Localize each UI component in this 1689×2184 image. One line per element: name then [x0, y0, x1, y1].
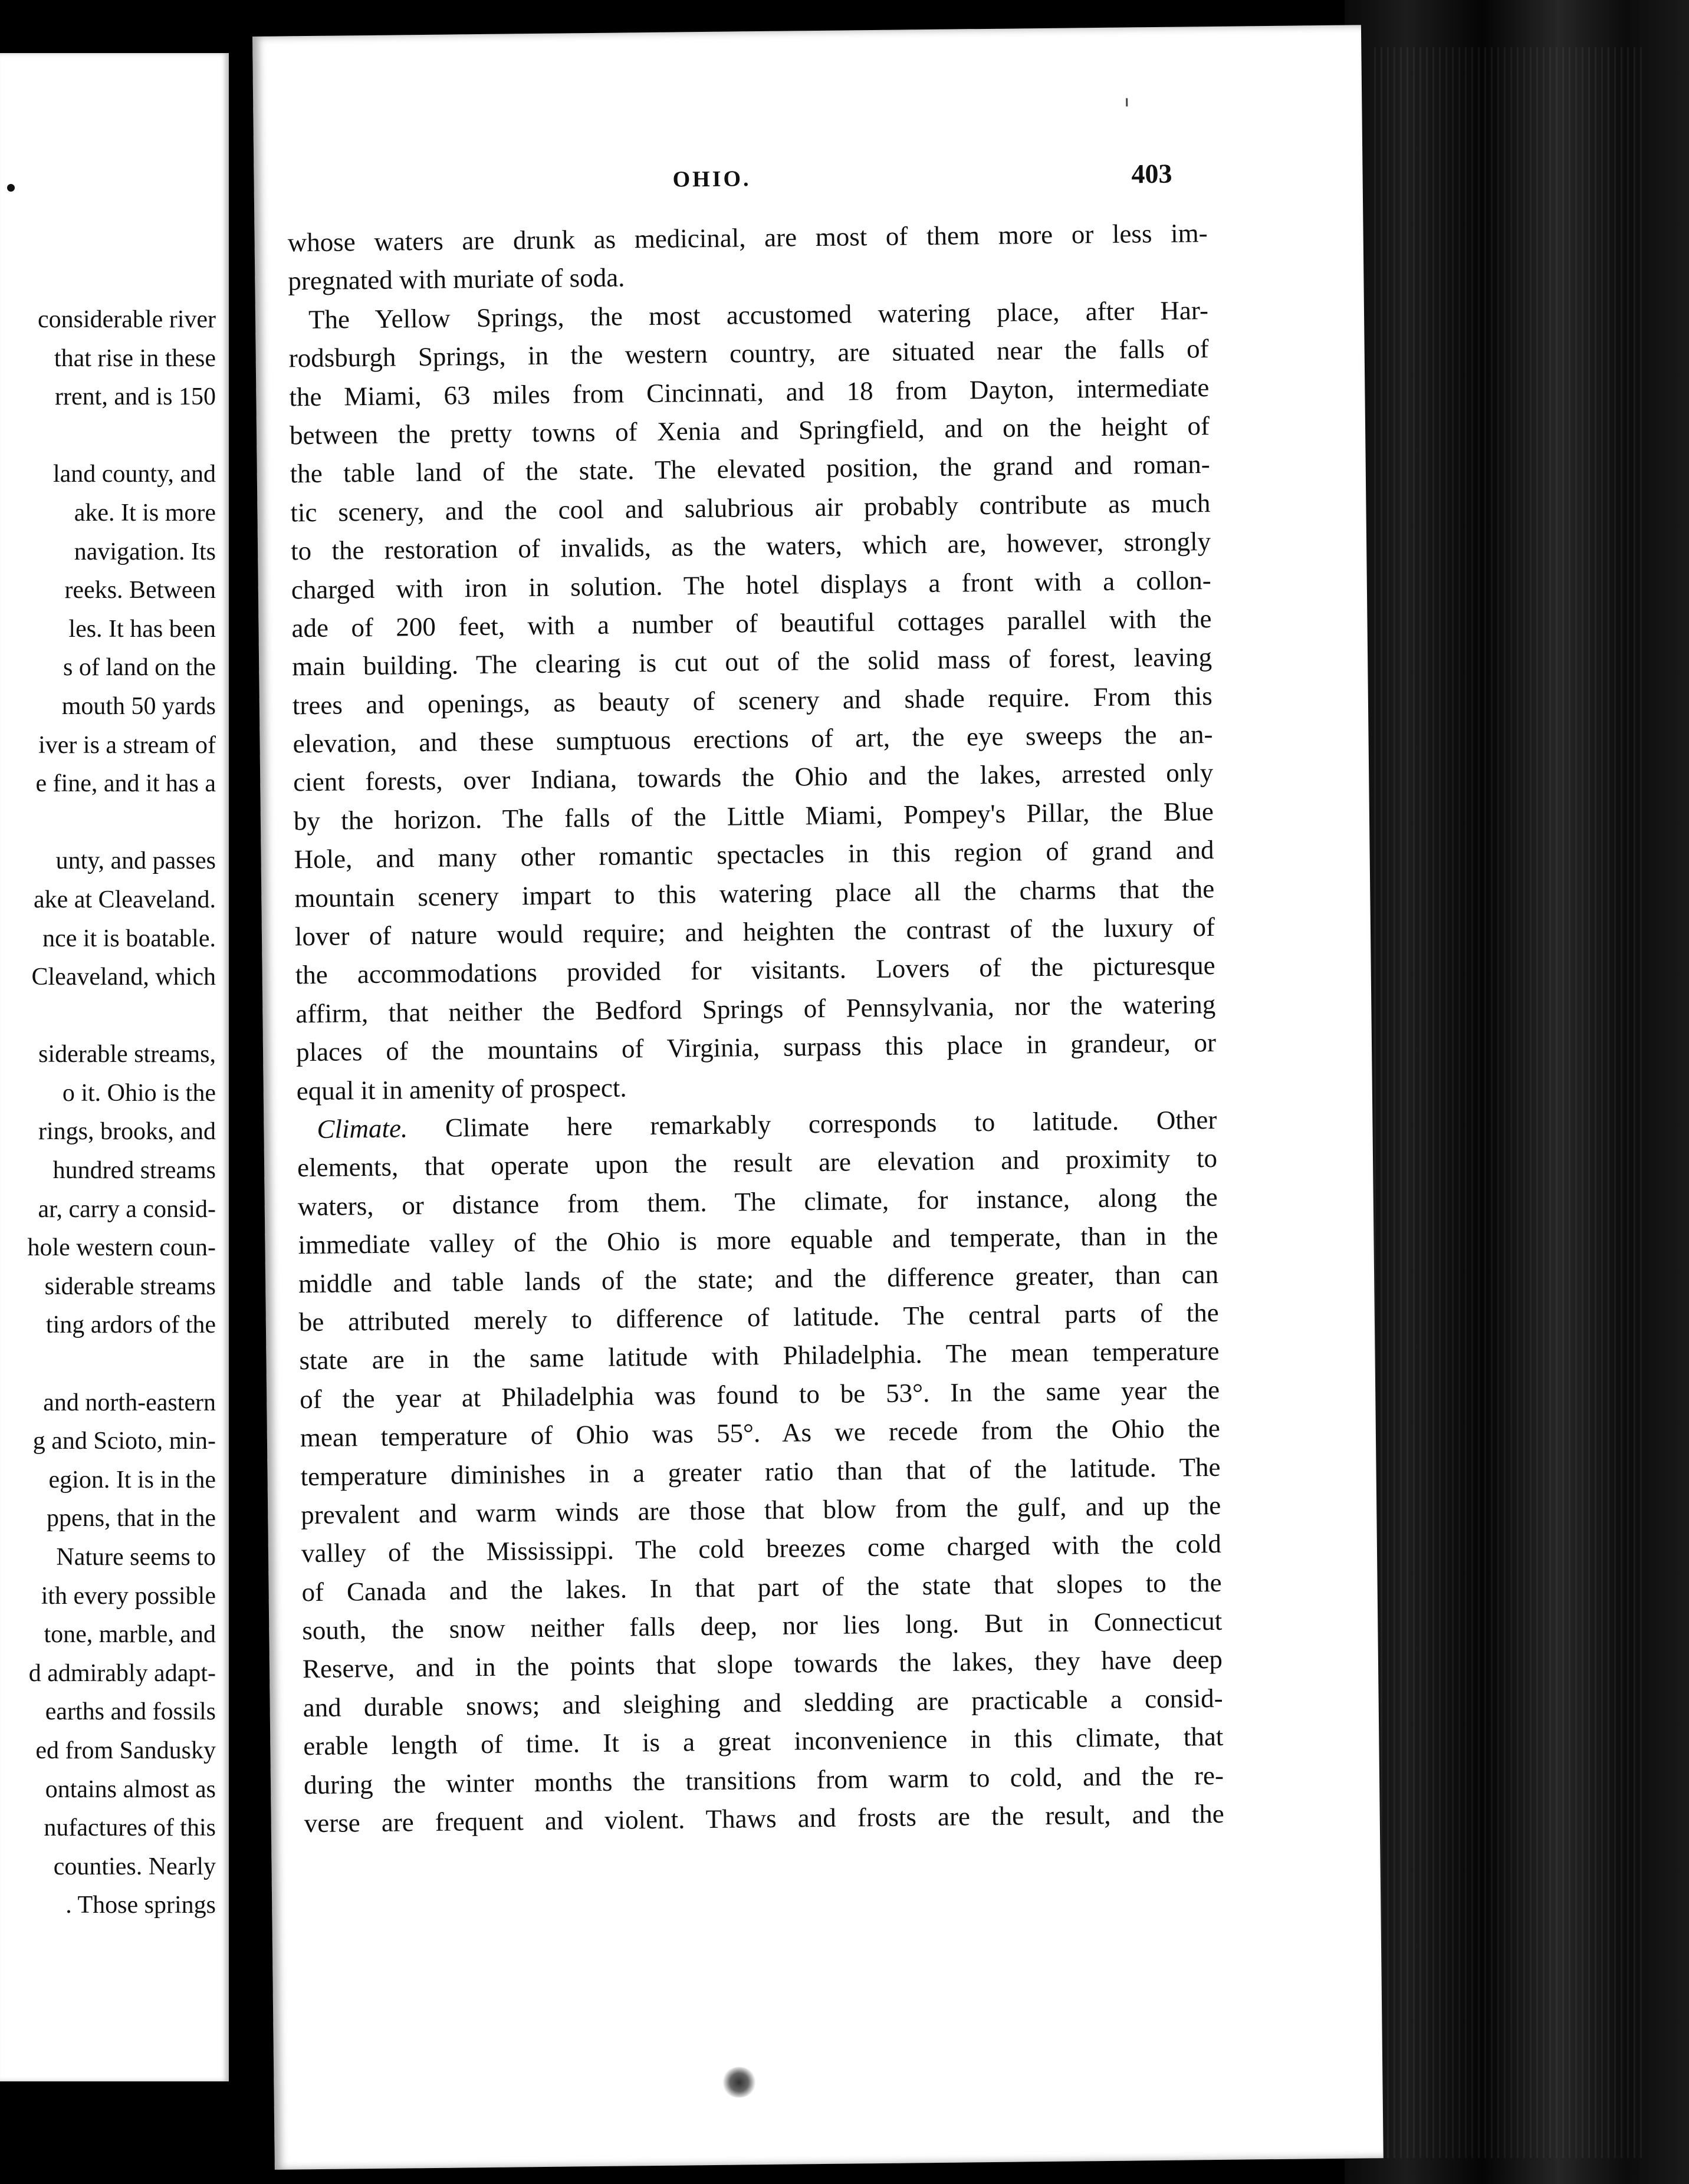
left-line: hundred streams: [52, 1157, 216, 1185]
text-line: verse are frequent and violent. Thaws and frosts are the result, and the: [304, 1798, 1224, 1838]
text-line: state are in the same latitude with Philadelphia. The mean temperature: [299, 1336, 1220, 1376]
text-line: places of the mountains of Virginia, surpass this place in grandeur, or: [295, 1028, 1217, 1067]
text-line: by the horizon. The falls of the Little Miami, Pompey's Pillar, the Blue: [293, 796, 1214, 836]
text-line: the Miami, 63 miles from Cincinnati, and 18 from Dayton, intermediate: [289, 372, 1210, 412]
text-line: to the restoration of invalids, as the waters, which are, however, strongly: [290, 527, 1211, 566]
text-line: affirm, that neither the Bedford Springs of Pennsylvania, nor the watering: [295, 989, 1216, 1029]
text-line: the table land of the state. The elevated position, the grand and roman-: [290, 449, 1210, 489]
left-line: tone, marble, and: [44, 1621, 216, 1649]
right-page: [252, 25, 1384, 2169]
page-edges: [1374, 47, 1645, 2158]
text-line: main building. The clearing is cut out of the solid mass of forest, leaving: [291, 642, 1212, 682]
text-line: lover of nature would require; and heighten the contrast of the luxury of: [294, 912, 1215, 952]
text-line: and durable snows; and sleighing and sledding are practicable a consid-: [303, 1683, 1223, 1723]
left-line: navigation. Its: [74, 538, 216, 565]
text-line: immediate valley of the Ohio is more equable and temperate, than in the: [298, 1221, 1218, 1260]
text-line: trees and openings, as beauty of scenery and shade require. From this: [292, 680, 1213, 721]
left-line: ontains almost as: [45, 1775, 216, 1803]
body-text: [287, 214, 1224, 1843]
left-line: rrent, and is 150: [55, 383, 216, 411]
left-line: reeks. Between: [64, 577, 216, 604]
left-line: nce it is boatable.: [42, 925, 216, 952]
left-line: rings, brooks, and: [38, 1118, 216, 1146]
left-line: mouth 50 yards: [61, 692, 216, 720]
text-line: Reserve, and in the points that slope towards the lakes, they have deep: [302, 1644, 1223, 1684]
text-line: be attributed merely to difference of latitude. The central parts of the: [298, 1297, 1220, 1337]
climate-heading: Climate.: [317, 1113, 408, 1144]
text-line: charged with iron in solution. The hotel displays a front with a collon-: [291, 565, 1212, 604]
left-line: Cleaveland, which: [31, 963, 216, 991]
climate-first-line: Climate here remarkably corresponds to latitude. Other: [407, 1104, 1217, 1143]
left-line: iver is a stream of: [38, 731, 216, 759]
page-number: 403: [1131, 158, 1172, 189]
text-line: erable length of time. It is a great inconvenience in this climate, that: [303, 1722, 1224, 1761]
text-line: waters, or distance from them. The climate, for instance, along the: [297, 1182, 1218, 1222]
left-line: ppens, that in the: [47, 1505, 216, 1532]
text-line: of the year at Philadelphia was found to be 53°. In the same year the: [299, 1374, 1220, 1415]
left-line: e fine, and it has a: [35, 770, 216, 798]
left-page: [0, 53, 229, 2081]
left-line: ake. It is more: [74, 499, 216, 527]
left-page-text: [0, 301, 216, 1925]
left-line: . Those springs: [65, 1892, 216, 1919]
text-line: cient forests, over Indiana, towards the Ohio and the lakes, arrested only: [293, 758, 1214, 797]
left-line: les. It has been: [68, 615, 216, 643]
left-line: siderable streams,: [38, 1041, 216, 1068]
left-line: counties. Nearly: [53, 1853, 216, 1880]
ink-mark: [1126, 98, 1128, 106]
text-line: mean temperature of Ohio was 55°. As we recede from the Ohio the: [300, 1413, 1221, 1453]
running-head: [254, 159, 1363, 206]
left-line: o it. Ohio is the: [62, 1079, 216, 1107]
text-line: The Yellow Springs, the most accustomed watering place, after Har-: [308, 295, 1209, 334]
left-line: d admirably adapt-: [28, 1659, 216, 1687]
text-line: Hole, and many other romantic spectacles in this region of grand and: [294, 835, 1214, 874]
ink-smudge: [722, 2067, 757, 2098]
left-line: nufactures of this: [44, 1814, 216, 1842]
left-line: [0, 804, 216, 843]
left-line: siderable streams: [44, 1272, 216, 1300]
page-title: OHIO.: [672, 166, 751, 192]
text-line: equal it in amenity of prospect.: [296, 1073, 627, 1106]
left-line: land county, and: [52, 461, 216, 488]
text-line: south, the snow neither falls deep, nor lies long. But in Connecticut: [302, 1606, 1223, 1646]
left-line: Nature seems to: [56, 1544, 216, 1571]
text-line: whose waters are drunk as medicinal, are most of them more or less im-: [287, 218, 1208, 258]
left-line: [0, 997, 216, 1036]
text-line: rodsburgh Springs, in the western country, are situated near the falls of: [288, 334, 1209, 373]
left-line: ake at Cleaveland.: [33, 886, 216, 913]
left-line: hole western coun-: [27, 1234, 216, 1262]
left-line: s of land on the: [63, 654, 216, 682]
text-line: pregnated with muriate of soda.: [288, 262, 625, 296]
text-line: during the winter months the transitions from warm to cold, and the re-: [303, 1760, 1224, 1800]
text-line: the accommodations provided for visitants. Lovers of the picturesque: [295, 950, 1215, 990]
left-line: that rise in these: [54, 344, 216, 372]
left-line: egion. It is in the: [48, 1466, 216, 1494]
left-line: considerable river: [37, 306, 216, 333]
text-line: elements, that operate upon the result are elevation and proximity to: [297, 1143, 1218, 1183]
left-line: unty, and passes: [55, 847, 216, 875]
left-line: earths and fossils: [45, 1698, 216, 1726]
text-line: tic scenery, and the cool and salubrious air probably contribute as much: [290, 488, 1211, 528]
left-line: ar, carry a consid-: [38, 1195, 216, 1223]
text-line: between the pretty towns of Xenia and Springfield, and on the height of: [289, 410, 1210, 450]
gutter: [229, 53, 251, 2140]
text-line: elevation, and these sumptuous erections of art, the eye sweeps the an-: [293, 719, 1213, 759]
text-line: valley of the Mississippi. The cold breezes come charged with the cold: [301, 1529, 1222, 1568]
left-line: ed from Sandusky: [35, 1736, 216, 1764]
text-line: ade of 200 feet, with a number of beautiful cottages parallel with the: [291, 603, 1212, 643]
left-line: [0, 417, 216, 456]
text-line: of Canada and the lakes. In that part of the state that slopes to the: [301, 1567, 1222, 1607]
left-line: and north-eastern: [43, 1389, 216, 1416]
text-line: mountain scenery impart to this watering place all the charms that the: [294, 873, 1215, 913]
left-line: ting ardors of the: [45, 1311, 216, 1339]
ink-dot: [7, 184, 15, 192]
left-line: g and Scioto, min-: [32, 1428, 216, 1455]
left-line: ith every possible: [41, 1582, 216, 1610]
text-line: prevalent and warm winds are those that blow from the gulf, and up the: [300, 1490, 1221, 1530]
text-line: middle and table lands of the state; and the difference greater, than can: [298, 1259, 1219, 1298]
left-line: [0, 1345, 216, 1384]
text-line: temperature diminishes in a greater ratio than that of the latitude. The: [300, 1452, 1221, 1491]
